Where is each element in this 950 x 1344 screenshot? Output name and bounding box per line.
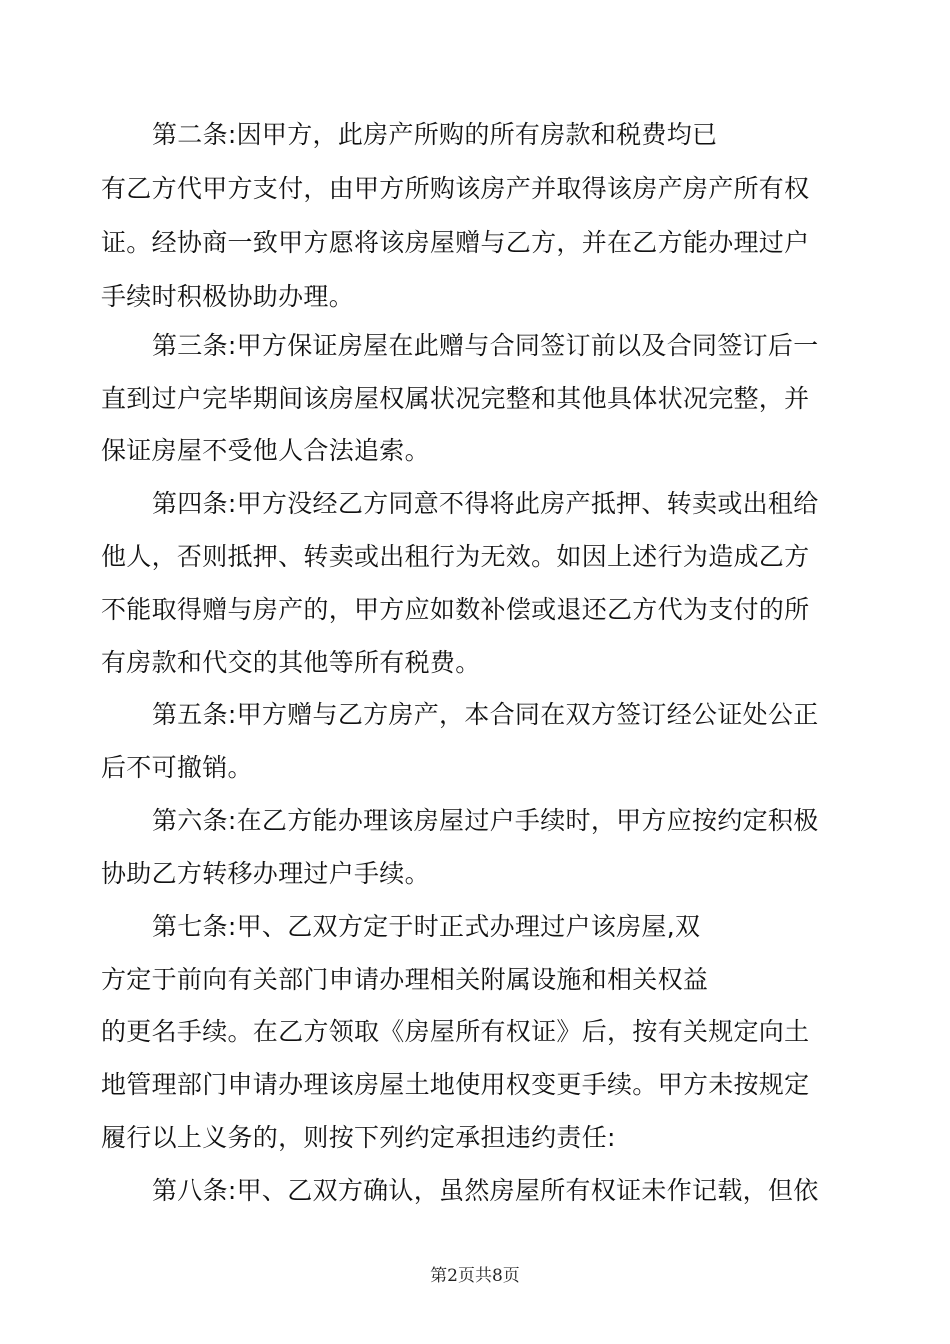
text-line: 协助乙方转移办理过户手续。: [101, 859, 430, 888]
text-line: 直到过户完毕期间该房屋权属状况完整和其他具体状况完整，并: [101, 384, 810, 413]
text-line: 方定于前向有关部门申请办理相关附属设施和相关权益: [101, 965, 709, 994]
text-line: 履行以上义务的，则按下列约定承担违约责任:: [101, 1123, 616, 1152]
text-line: 地管理部门申请办理该房屋土地使用权变更手续。甲方未按规定: [101, 1070, 810, 1099]
text-line: 后不可撤销。: [101, 753, 253, 782]
text-line: 他人，否则抵押、转卖或出租行为无效。如因上述行为造成乙方: [101, 542, 810, 571]
text-line: 不能取得赠与房产的，甲方应如数补偿或退还乙方代为支付的所: [101, 595, 810, 624]
text-line: 第四条:甲方没经乙方同意不得将此房产抵押、转卖或出租给: [152, 489, 819, 518]
text-line: 第二条:因甲方，此房产所购的所有房款和税费均已: [152, 120, 718, 149]
text-line: 第八条:甲、乙双方确认，虽然房屋所有权证未作记载，但依: [152, 1176, 819, 1205]
text-line: 第三条:甲方保证房屋在此赠与合同签订前以及合同签订后一: [152, 331, 819, 360]
text-line: 手续时积极协助办理。: [101, 282, 355, 311]
text-line: 第六条:在乙方能办理该房屋过户手续时，甲方应按约定积极: [152, 806, 819, 835]
text-line: 有乙方代甲方支付，由甲方所购该房产并取得该房产房产所有权: [101, 174, 810, 203]
text-line: 第五条:甲方赠与乙方房产，本合同在双方签订经公证处公正: [152, 700, 819, 729]
text-line: 证。经协商一致甲方愿将该房屋赠与乙方，并在乙方能办理过户: [101, 228, 810, 257]
text-line: 的更名手续。在乙方领取《房屋所有权证》后，按有关规定向土: [101, 1017, 810, 1046]
text-line: 第七条:甲、乙双方定于时正式办理过户该房屋,双: [152, 912, 701, 941]
page-number: 第2页共8页: [430, 1266, 520, 1286]
text-line: 保证房屋不受他人合法追索。: [101, 436, 430, 465]
text-line: 有房款和代交的其他等所有税费。: [101, 648, 481, 677]
